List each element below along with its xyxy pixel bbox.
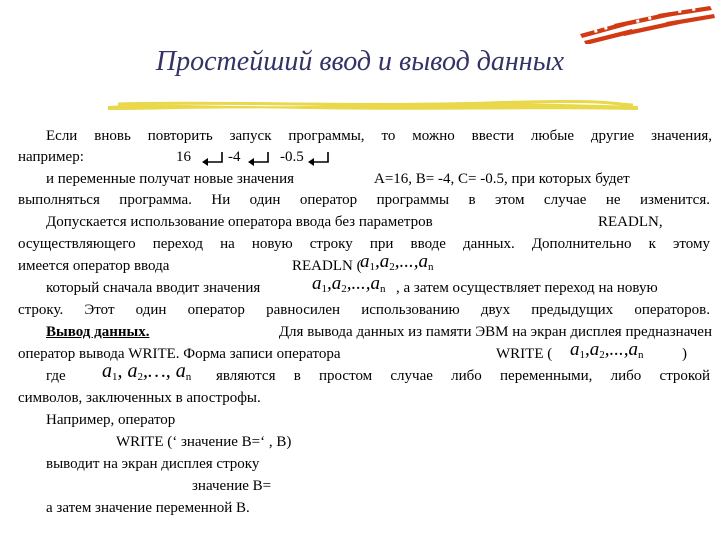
param-list-formula bbox=[312, 275, 386, 298]
text-line-11a: оператор вывода WRITE. Форма записи оператора bbox=[18, 346, 341, 362]
text-line-8a: который сначала вводит значения bbox=[46, 280, 261, 296]
text-line-9: строку. Этот один оператор равносилен использованию двух предыдущих операторов. bbox=[18, 302, 710, 318]
formula-sub: 2 bbox=[389, 261, 395, 273]
formula-sep: , bbox=[585, 339, 590, 360]
formula-sub: 1 bbox=[579, 349, 585, 361]
enter-arrow-icon bbox=[200, 151, 226, 167]
param-list-formula bbox=[102, 362, 191, 386]
formula-var: a bbox=[379, 251, 390, 272]
text-line-18: а затем значение переменной B. bbox=[46, 500, 250, 516]
page-title: Простейший ввод и вывод данных bbox=[155, 46, 565, 77]
formula-var: a bbox=[370, 273, 380, 294]
text-line-16: выводит на экран дисплея строку bbox=[46, 456, 260, 472]
formula-sep: ,..., bbox=[604, 339, 629, 360]
text-line-11b: WRITE ( bbox=[496, 346, 553, 362]
text-line-8b: , а затем осуществляет переход на новую bbox=[396, 280, 658, 296]
formula-sub: n bbox=[185, 371, 192, 383]
formula-var: a bbox=[418, 251, 428, 272]
formula-var: a bbox=[628, 339, 638, 360]
text-line-14: Например, оператор bbox=[46, 412, 176, 428]
code-example-write: WRITE (‘ значение B=‘ , B) bbox=[116, 434, 292, 450]
formula-sub: 1 bbox=[369, 261, 375, 273]
text-line-12a: где bbox=[46, 368, 66, 384]
output-example: значение B= bbox=[192, 478, 272, 494]
text-line-7a: имеется оператор ввода bbox=[18, 258, 170, 274]
formula-sub: 2 bbox=[599, 349, 605, 361]
formula-sep: , bbox=[375, 251, 380, 272]
enter-arrow-icon bbox=[306, 151, 332, 167]
title-underline bbox=[108, 100, 638, 112]
formula-sub: 1 bbox=[321, 283, 327, 295]
striped-logo-icon bbox=[574, 4, 716, 44]
formula-sep: , bbox=[117, 360, 123, 382]
formula-sep: ,..., bbox=[394, 251, 419, 272]
text-line-12b: являются в простом случае либо переменными, либо строкой bbox=[216, 368, 710, 384]
formula-sub: 2 bbox=[137, 371, 143, 383]
formula-var: a bbox=[127, 360, 138, 382]
text-line-10b: Для вывода данных из памяти ЭВМ на экран дисплея предназначен bbox=[278, 324, 712, 340]
enter-arrow-icon bbox=[246, 151, 272, 167]
text-line-5a: Допускается использование оператора ввода без параметров bbox=[46, 214, 433, 230]
text-line-13: символов, заключенных в апострофы. bbox=[18, 390, 261, 406]
text-line-11c: ) bbox=[682, 346, 687, 362]
formula-var: a bbox=[175, 360, 186, 382]
param-list-formula bbox=[570, 341, 644, 364]
formula-var: a bbox=[589, 339, 600, 360]
formula-var: a bbox=[312, 273, 322, 294]
input-value-3: -0.5 bbox=[280, 149, 304, 165]
text-line-1: Если вновь повторить запуск программы, то можно ввести любые другие значения, bbox=[46, 128, 712, 144]
formula-sub: 1 bbox=[112, 371, 118, 383]
formula-sub: n bbox=[638, 349, 644, 361]
formula-sep: ,..., bbox=[346, 273, 371, 294]
section-heading-output: Вывод данных. bbox=[46, 324, 150, 340]
text-line-3a: и переменные получат новые значения bbox=[46, 171, 295, 187]
text-line-2-label: например: bbox=[18, 149, 84, 165]
formula-sub: 2 bbox=[341, 283, 347, 295]
text-line-5b: READLN, bbox=[598, 214, 663, 230]
text-line-3b: A=16, B= -4, C= -0.5, при которых будет bbox=[374, 171, 630, 187]
formula-var: a bbox=[570, 339, 580, 360]
formula-sep: , bbox=[327, 273, 332, 294]
text-line-7b: READLN ( bbox=[292, 258, 362, 274]
formula-sub: n bbox=[380, 283, 386, 295]
text-line-4: выполняться программа. Ни один оператор программы в этом случае не изменится. bbox=[18, 192, 710, 208]
input-value-2: -4 bbox=[228, 149, 241, 165]
formula-var: a bbox=[331, 273, 342, 294]
formula-sub: n bbox=[428, 261, 434, 273]
input-value-1: 16 bbox=[176, 149, 191, 165]
formula-var: a bbox=[102, 360, 112, 382]
text-line-6: осуществляющего переход на новую строку при вводе данных. Дополнительно к этому bbox=[18, 236, 710, 252]
formula-var: a bbox=[360, 251, 370, 272]
formula-sep: ,…, bbox=[143, 360, 171, 382]
